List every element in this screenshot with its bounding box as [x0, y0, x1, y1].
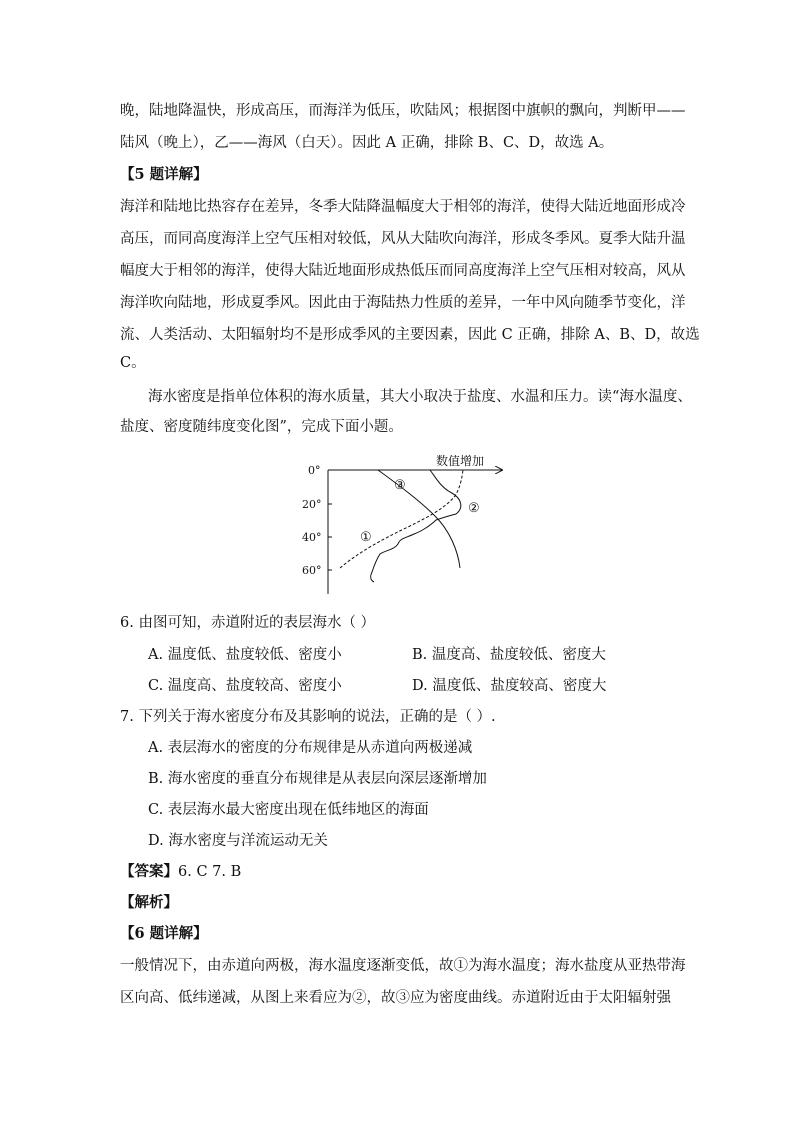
- answer-row: [120, 862, 241, 882]
- lat-label-0: 0°: [308, 464, 321, 477]
- q5-detail-line-3: 幅度大于相邻的海洋，使得大陆近地面形成热低压而同高度海洋上空气压相对较高，风从: [120, 263, 686, 279]
- q7-option-a[interactable]: A. 表层海水的密度的分布规律是从赤道向两极递减: [148, 740, 473, 756]
- curve-label-2: ②: [468, 501, 480, 516]
- q5-detail-line-2: 高压，而同高度海洋上空气压相对较低，风从大陆吹向海洋，形成冬季风。夏季大陆升温: [120, 231, 686, 247]
- curve-label-1: ①: [360, 530, 372, 545]
- q6-option-d[interactable]: D. 温度低、盐度较高、密度大: [412, 678, 607, 694]
- q7-option-b[interactable]: B. 海水密度的垂直分布规律是从表层向深层逐渐增加: [148, 771, 487, 787]
- arrow-label: 数值增加: [436, 454, 485, 468]
- latitude-chart: [290, 446, 520, 596]
- lat-label-20: 20°: [302, 498, 322, 511]
- curve-2-wavy: [371, 470, 461, 582]
- answer-label: 【答案】: [120, 863, 178, 880]
- prev-answer-line-1: 晚，陆地降温快，形成高压，而海洋为低压，吹陆风；根据图中旗帜的飘向，判断甲——: [120, 103, 686, 119]
- lat-label-60: 60°: [302, 564, 322, 577]
- q5-detail-line-4: 海洋吹向陆地，形成夏季风。因此由于海陆热力性质的差异，一年中风向随季节变化，洋: [120, 295, 686, 311]
- q6-detail-line-1: 一般情况下，由赤道向两极，海水温度逐渐变低，故①为海水温度；海水盐度从亚热带海: [120, 958, 686, 974]
- q6-detail-line-2: 区向高、低纬递减，从图上来看应为②，故③应为密度曲线。赤道附近由于太阳辐射强: [120, 990, 671, 1006]
- analysis-heading: 【解析】: [120, 894, 178, 911]
- q6-option-b[interactable]: B. 温度高、盐度较低、密度大: [412, 647, 606, 663]
- intro-line-2: 盐度、密度随纬度变化图”，完成下面小题。: [120, 419, 403, 435]
- q5-detail-line-5: 流、人类活动、太阳辐射均不是形成季风的主要因素，因此 C 正确，排除 A、B、D，故选: [120, 327, 700, 343]
- q5-detail-line-1: 海洋和陆地比热容存在差异，冬季大陆降温幅度大于相邻的海洋，使得大陆近地面形成冷: [120, 199, 686, 215]
- intro-line-1: 海水密度是指单位体积的海水质量，其大小取决于盐度、水温和压力。读“海水温度、: [148, 389, 692, 405]
- answer-value: 6. C 7. B: [178, 864, 242, 880]
- curve-1-smooth: [378, 470, 460, 568]
- q5-detail-heading: 【5 题详解】: [120, 166, 208, 183]
- curve-label-3: ③: [394, 478, 406, 493]
- q6-detail-heading: 【6 题详解】: [120, 925, 208, 942]
- q5-detail-line-6: C。: [120, 355, 146, 371]
- q6-option-c[interactable]: C. 温度高、盐度较高、密度小: [148, 678, 342, 694]
- prev-answer-line-2: 陆风（晚上），乙——海风（白天）。因此 A 正确，排除 B、C、D，故选 A。: [120, 135, 614, 151]
- q7-option-d[interactable]: D. 海水密度与洋流运动无关: [148, 833, 328, 849]
- lat-label-40: 40°: [302, 531, 322, 544]
- q7-option-c[interactable]: C. 表层海水最大密度出现在低纬地区的海面: [148, 802, 429, 818]
- q6-option-a[interactable]: A. 温度低、盐度较低、密度小: [148, 647, 342, 663]
- q7-stem: 7. 下列关于海水密度分布及其影响的说法，正确的是（ ）.: [120, 709, 496, 725]
- q6-stem: 6. 由图可知，赤道附近的表层海水（ ）: [120, 615, 376, 631]
